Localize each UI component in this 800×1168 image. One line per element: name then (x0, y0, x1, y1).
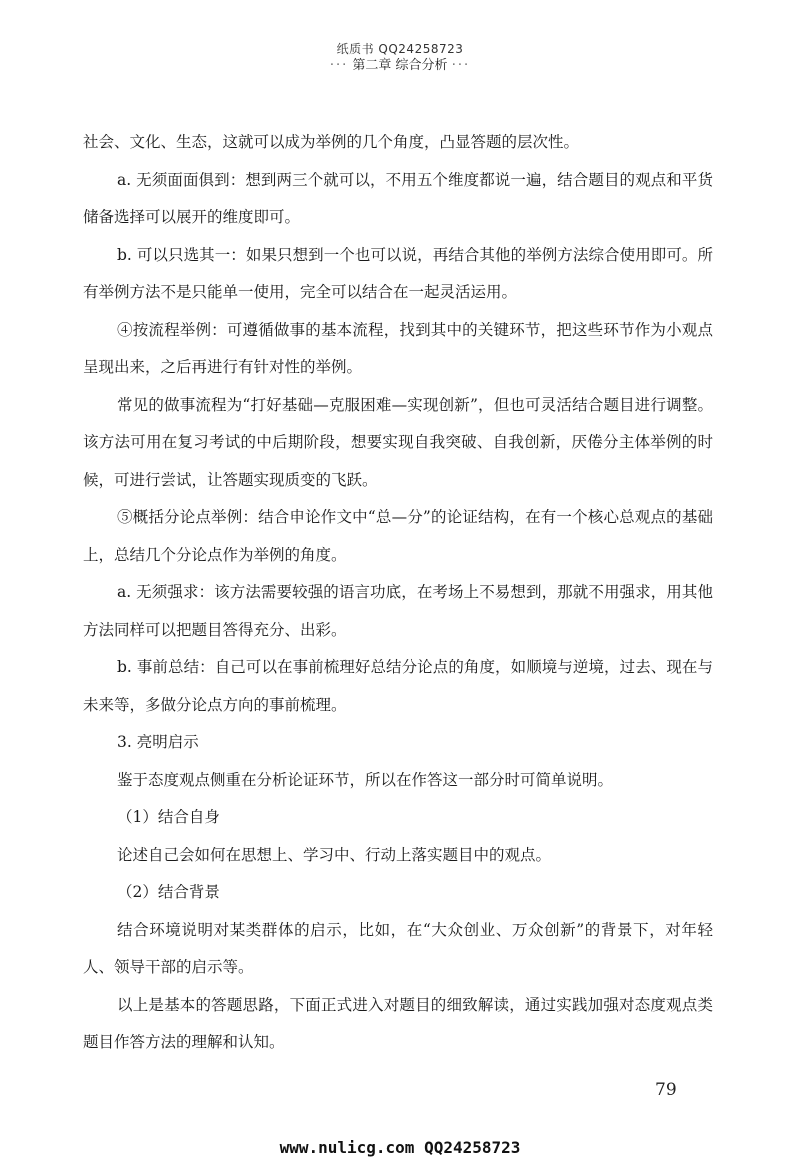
subsection-heading: （1）结合自身 (117, 808, 220, 826)
page-number: 79 (655, 1080, 677, 1100)
paragraph: b. 可以只选其一：如果只想到一个也可以说，再结合其他的举例方法综合使用即可。所有举例方法不是只能单一使用，完全可以结合在一起灵活运用。 (83, 245, 713, 301)
paragraph: 常见的做事流程为“打好基础—克服困难—实现创新”，但也可灵活结合题目进行调整。该方法可用在复习考试的中后期阶段，想要实现自我突破、自我创新，厌倦分主体举例的时候，可进行尝试，让答题实现质变的飞跃。 (83, 395, 713, 489)
paragraph: a. 无须强求：该方法需要较强的语言功底，在考场上不易想到，那就不用强求，用其他方法同样可以把题目答得充分、出彩。 (83, 583, 713, 639)
paragraph: 社会、文化、生态，这就可以成为举例的几个角度，凸显答题的层次性。 (83, 133, 580, 151)
paragraph: ④按流程举例：可遵循做事的基本流程，找到其中的关键环节，把这些环节作为小观点呈现出来，之后再进行有针对性的举例。 (83, 320, 713, 376)
paragraph: 以上是基本的答题思路，下面正式进入对题目的细致解读，通过实践加强对态度观点类题目作答方法的理解和认知。 (83, 995, 713, 1051)
paragraph: 论述自己会如何在思想上、学习中、行动上落实题目中的观点。 (117, 845, 552, 864)
paragraph: b. 事前总结：自己可以在事前梳理好总结分论点的角度，如顺境与逆境，过去、现在与未来等，多做分论点方向的事前梳理。 (83, 658, 713, 714)
body-text (83, 124, 713, 1062)
running-head-dots-right: ··· (451, 58, 471, 73)
header-watermark: 纸质书 QQ24258723 (336, 42, 464, 56)
paragraph: 结合环境说明对某类群体的启示，比如，在“大众创业、万众创新”的背景下，对年轻人、领导干部的启示等。 (83, 920, 713, 976)
footer-watermark: www.nulicg.com QQ24258723 (279, 1138, 521, 1157)
running-head (0, 54, 800, 73)
paragraph: ⑤概括分论点举例：结合申论作文中“总—分”的论证结构，在有一个核心总观点的基础上，总结几个分论点作为举例的角度。 (83, 508, 713, 564)
paragraph: 鉴于态度观点侧重在分析论证环节，所以在作答这一部分时可简单说明。 (117, 770, 614, 789)
running-head-dots-left: ··· (329, 58, 349, 73)
subsection-heading: （2）结合背景 (117, 883, 220, 901)
chapter-title: 第二章 综合分析 (352, 58, 448, 73)
paragraph: a. 无须面面俱到：想到两三个就可以，不用五个维度都说一遍，结合题目的观点和平货储备选择可以展开的维度即可。 (83, 170, 713, 226)
section-heading: 3. 亮明启示 (117, 733, 199, 751)
